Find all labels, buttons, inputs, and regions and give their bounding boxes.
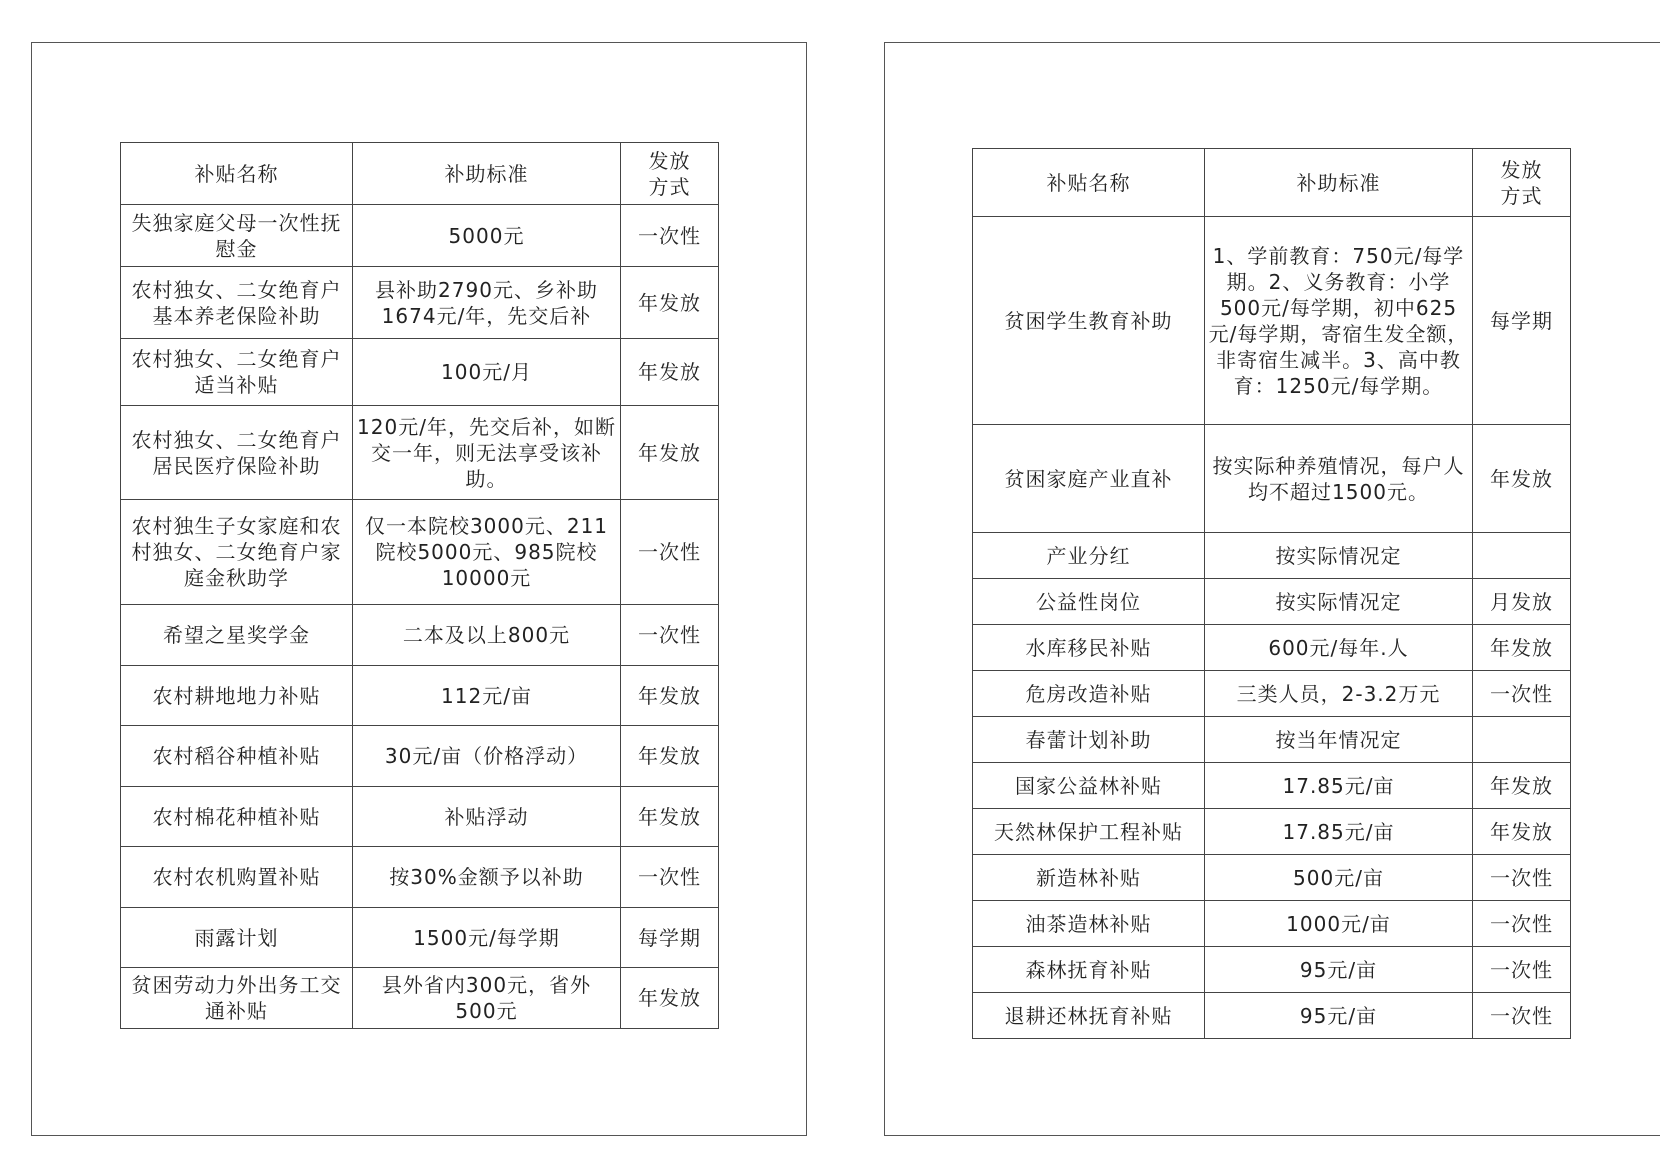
cell-standard: 120元/年，先交后补，如断交一年，则无法享受该补助。 (353, 406, 621, 500)
table-row (973, 425, 1571, 533)
cell-method: 一次性 (621, 605, 719, 666)
cell-method: 年发放 (621, 267, 719, 339)
cell-standard: 补贴浮动 (353, 787, 621, 847)
cell-name: 退耕还林抚育补贴 (973, 993, 1205, 1039)
table-row (973, 717, 1571, 763)
cell-method: 月发放 (1473, 579, 1571, 625)
cell-standard: 按实际情况定 (1205, 533, 1473, 579)
cell-name: 危房改造补贴 (973, 671, 1205, 717)
cell-method: 年发放 (1473, 763, 1571, 809)
cell-method: 年发放 (621, 787, 719, 847)
cell-standard: 17.85元/亩 (1205, 763, 1473, 809)
header-standard: 补助标准 (353, 143, 621, 205)
cell-standard: 按实际情况定 (1205, 579, 1473, 625)
cell-standard: 三类人员，2-3.2万元 (1205, 671, 1473, 717)
cell-standard: 30元/亩（价格浮动） (353, 726, 621, 787)
cell-method: 每学期 (621, 908, 719, 968)
cell-name: 农村稻谷种植补贴 (121, 726, 353, 787)
cell-method: 年发放 (1473, 625, 1571, 671)
cell-standard: 600元/每年.人 (1205, 625, 1473, 671)
cell-method: 年发放 (1473, 425, 1571, 533)
table-row (121, 500, 719, 605)
cell-name: 农村农机购置补贴 (121, 847, 353, 908)
table-row (121, 267, 719, 339)
cell-name: 失独家庭父母一次性抚慰金 (121, 205, 353, 267)
cell-standard: 1、学前教育：750元/每学期。2、义务教育：小学500元/每学期，初中625元/每学期，寄宿生发全额，非寄宿生减半。3、高中教育：1250元/每学期。 (1205, 217, 1473, 425)
header-name: 补贴名称 (973, 149, 1205, 217)
table-row (973, 533, 1571, 579)
cell-method: 年发放 (621, 968, 719, 1029)
cell-method: 一次性 (621, 500, 719, 605)
cell-standard: 仅一本院校3000元、211院校5000元、985院校10000元 (353, 500, 621, 605)
cell-standard: 县外省内300元，省外500元 (353, 968, 621, 1029)
cell-method: 一次性 (621, 205, 719, 267)
cell-name: 国家公益林补贴 (973, 763, 1205, 809)
cell-name: 农村独女、二女绝育户适当补贴 (121, 339, 353, 406)
table-row (973, 809, 1571, 855)
cell-name: 公益性岗位 (973, 579, 1205, 625)
table-row (973, 763, 1571, 809)
table-header-row (121, 143, 719, 205)
cell-standard: 5000元 (353, 205, 621, 267)
cell-name: 油茶造林补贴 (973, 901, 1205, 947)
table-row (121, 847, 719, 908)
header-method: 发放方式 (621, 143, 719, 205)
cell-standard: 县补助2790元、乡补助1674元/年，先交后补 (353, 267, 621, 339)
cell-name: 农村耕地地力补贴 (121, 666, 353, 726)
cell-standard: 17.85元/亩 (1205, 809, 1473, 855)
table-row (973, 625, 1571, 671)
document-page-left (31, 42, 807, 1136)
table-row (121, 787, 719, 847)
cell-standard: 按当年情况定 (1205, 717, 1473, 763)
table-row (121, 339, 719, 406)
header-name: 补贴名称 (121, 143, 353, 205)
header-method: 发放方式 (1473, 149, 1571, 217)
cell-method: 一次性 (1473, 855, 1571, 901)
cell-name: 天然林保护工程补贴 (973, 809, 1205, 855)
cell-method: 年发放 (621, 666, 719, 726)
table-row (973, 901, 1571, 947)
cell-name: 森林抚育补贴 (973, 947, 1205, 993)
cell-name: 贫困家庭产业直补 (973, 425, 1205, 533)
document-page-right (884, 42, 1660, 1136)
cell-method: 一次性 (1473, 901, 1571, 947)
cell-method: 年发放 (621, 339, 719, 406)
cell-name: 产业分红 (973, 533, 1205, 579)
cell-name: 农村独女、二女绝育户基本养老保险补助 (121, 267, 353, 339)
table-row (121, 605, 719, 666)
cell-name: 水库移民补贴 (973, 625, 1205, 671)
cell-name: 雨露计划 (121, 908, 353, 968)
table-row (973, 217, 1571, 425)
cell-method: 一次性 (1473, 947, 1571, 993)
cell-standard: 按30%金额予以补助 (353, 847, 621, 908)
table-header-row (973, 149, 1571, 217)
table-row (121, 726, 719, 787)
cell-name: 农村独女、二女绝育户居民医疗保险补助 (121, 406, 353, 500)
cell-standard: 1500元/每学期 (353, 908, 621, 968)
cell-method (1473, 533, 1571, 579)
cell-standard: 二本及以上800元 (353, 605, 621, 666)
table-row (121, 406, 719, 500)
table-row (973, 855, 1571, 901)
cell-standard: 按实际种养殖情况，每户人均不超过1500元。 (1205, 425, 1473, 533)
cell-method: 一次性 (1473, 671, 1571, 717)
cell-method: 年发放 (621, 726, 719, 787)
cell-standard: 100元/月 (353, 339, 621, 406)
table-row (121, 666, 719, 726)
cell-name: 农村独生子女家庭和农村独女、二女绝育户家庭金秋助学 (121, 500, 353, 605)
cell-method: 年发放 (1473, 809, 1571, 855)
cell-method: 年发放 (621, 406, 719, 500)
table-row (121, 908, 719, 968)
cell-method: 一次性 (1473, 993, 1571, 1039)
cell-name: 希望之星奖学金 (121, 605, 353, 666)
cell-standard: 112元/亩 (353, 666, 621, 726)
table-row (973, 947, 1571, 993)
cell-method: 每学期 (1473, 217, 1571, 425)
table-row (973, 993, 1571, 1039)
cell-name: 贫困劳动力外出务工交通补贴 (121, 968, 353, 1029)
cell-method: 一次性 (621, 847, 719, 908)
cell-standard: 95元/亩 (1205, 993, 1473, 1039)
cell-name: 农村棉花种植补贴 (121, 787, 353, 847)
table-row (121, 205, 719, 267)
cell-standard: 95元/亩 (1205, 947, 1473, 993)
table-row (973, 579, 1571, 625)
cell-name: 贫困学生教育补助 (973, 217, 1205, 425)
cell-name: 春蕾计划补助 (973, 717, 1205, 763)
table-row (121, 968, 719, 1029)
table-row (973, 671, 1571, 717)
header-standard: 补助标准 (1205, 149, 1473, 217)
cell-standard: 500元/亩 (1205, 855, 1473, 901)
cell-name: 新造林补贴 (973, 855, 1205, 901)
cell-standard: 1000元/亩 (1205, 901, 1473, 947)
subsidy-table-right (972, 148, 1571, 1039)
cell-method (1473, 717, 1571, 763)
subsidy-table-left (120, 142, 719, 1029)
